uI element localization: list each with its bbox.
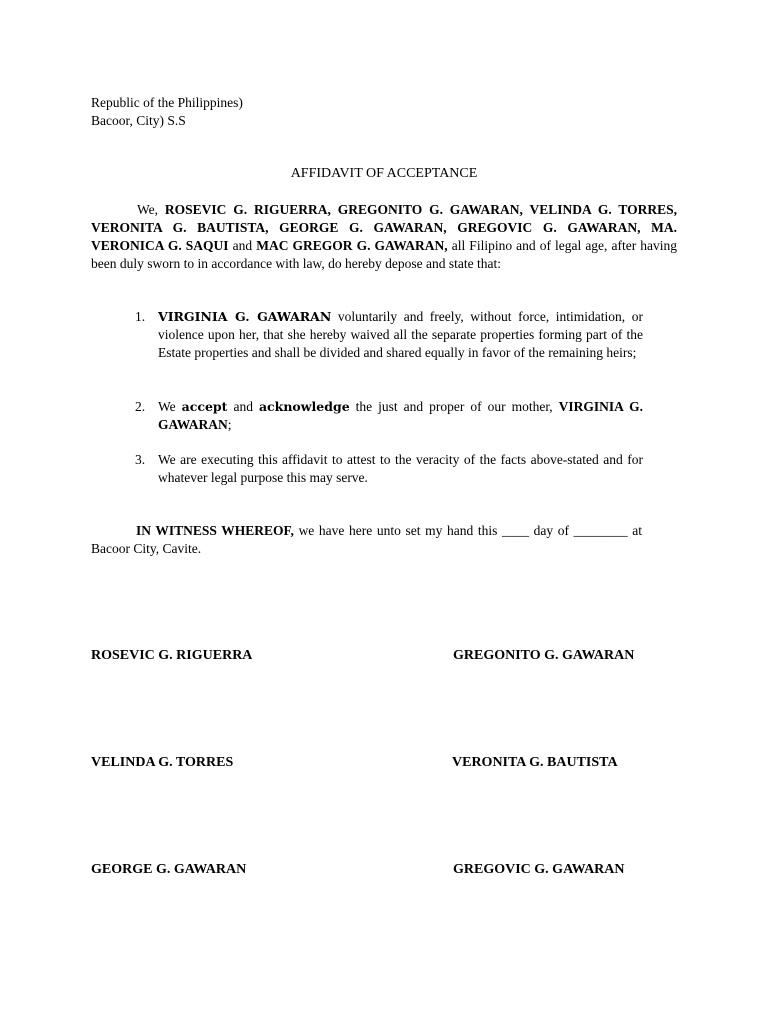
- signatory-name: VERONITA G. BAUTISTA: [452, 755, 618, 770]
- keyword-accept: accept: [181, 399, 228, 414]
- witness-text: we have here unto set my hand this ____ day of ________ at Bacoor City, Cavite.: [91, 523, 642, 556]
- list-item: [91, 308, 643, 362]
- item-text: the just and proper of our mother,: [355, 399, 553, 414]
- intro-we: We,: [137, 202, 159, 217]
- venue-line-city: Bacoor, City) S.S: [91, 113, 186, 128]
- keyword-acknowledge: acknowledge: [258, 399, 350, 414]
- statement-item-3: [91, 451, 677, 487]
- signatory-name: GREGOVIC G. GAWARAN: [453, 862, 625, 877]
- statement-item-2: [91, 398, 677, 434]
- intro-and: and: [232, 238, 253, 253]
- last-affiant-name: MAC GREGOR G. GAWARAN,: [256, 238, 448, 253]
- waiving-heir-name: VIRGINIA G. GAWARAN: [158, 309, 332, 324]
- item-and: and: [233, 399, 253, 414]
- signatory-name: GEORGE G. GAWARAN: [91, 862, 247, 877]
- list-item: [91, 451, 643, 487]
- venue-line-republic: Republic of the Philippines): [91, 95, 243, 110]
- intro-statement: all Filipino and of legal age, after having been duly sworn to in accordance with law, do hereby depose and state that:: [91, 238, 678, 271]
- signatory-name: VELINDA G. TORRES: [91, 755, 234, 770]
- signatory-name: GREGONITO G. GAWARAN: [453, 648, 635, 663]
- venue-block: [91, 94, 491, 130]
- item-end: ;: [227, 417, 232, 432]
- mother-name: VIRGINIA G. GAWARAN: [158, 399, 644, 432]
- witness-clause: [91, 522, 642, 558]
- document-title: AFFIDAVIT OF ACCEPTANCE: [290, 166, 478, 181]
- item-text: voluntarily and freely, without force, intimidation, or violence upon her, that she hereby waived all the separate properties forming part of the Estate properties and shall be divided and shared equally in favor of the remaining heirs;: [158, 309, 643, 360]
- item-number: 1.: [135, 309, 146, 324]
- item-we: We: [158, 399, 176, 414]
- witness-lead: IN WITNESS WHEREOF,: [136, 523, 294, 538]
- item-number: 3.: [135, 452, 146, 467]
- list-item: [91, 398, 643, 434]
- item-text: We are executing this affidavit to attest to the veracity of the facts above-stated and for whatever legal purpose this may serve.: [158, 452, 643, 485]
- item-number: 2.: [135, 399, 146, 414]
- intro-paragraph: [91, 201, 677, 273]
- signatory-name: ROSEVIC G. RIGUERRA: [91, 648, 253, 663]
- affiant-names: ROSEVIC G. RIGUERRA, GREGONITO G. GAWARAN, VELINDA G. TORRES, VERONITA G. BAUTISTA, GEORGE G. GAWARAN, GREGOVIC G. GAWARAN, MA. VERONICA G. SAQUI: [91, 202, 677, 253]
- statement-item-1: [91, 308, 677, 362]
